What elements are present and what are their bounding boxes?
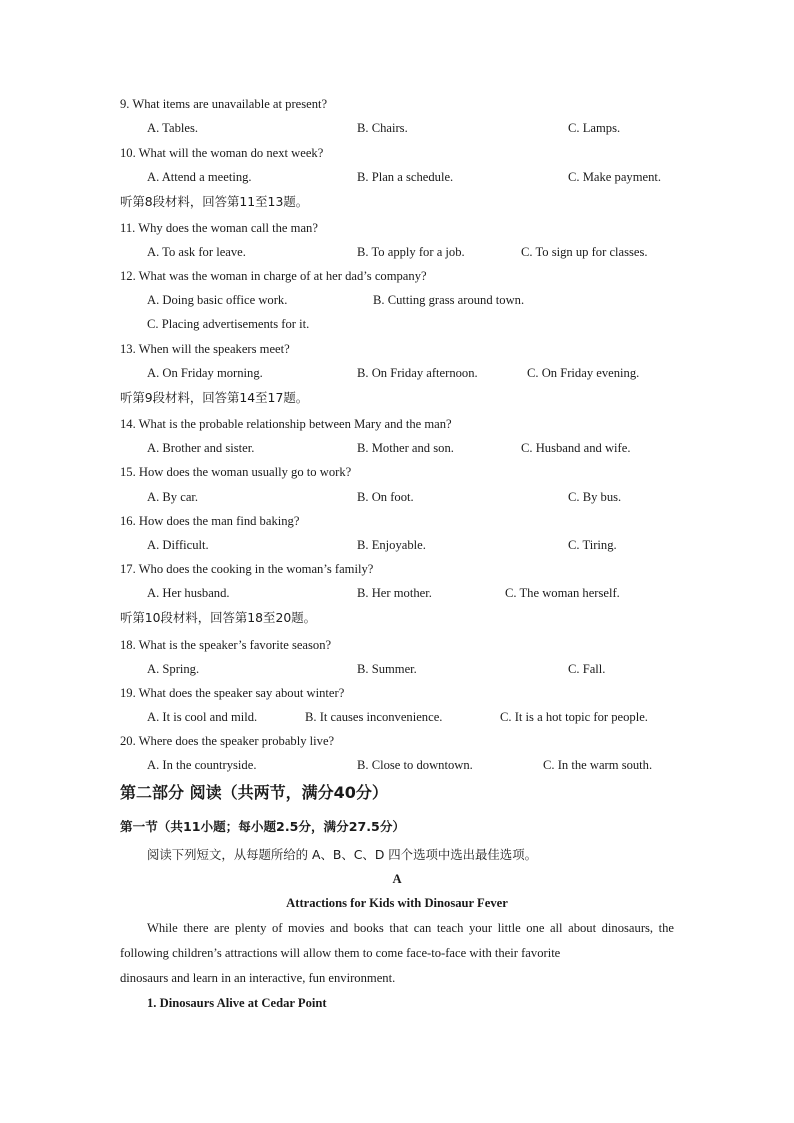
option-12b: B. Cutting grass around town. [373,293,525,307]
question-9: 9. What items are unavailable at present? [120,97,328,111]
instruction-note-9: 听第9段材料，回答第14至17题。 [120,390,309,405]
instruction-note-10: 听第10段材料，回答第18至20题。 [120,610,316,625]
passage-subheading: 1. Dinosaurs Alive at Cedar Point [147,996,327,1010]
option-14c: C. Husband and wife. [521,441,631,455]
question-10: 10. What will the woman do next week? [120,146,324,160]
question-13: 13. When will the speakers meet? [120,342,290,356]
option-10b: B. Plan a schedule. [357,170,454,184]
option-15a: A. By car. [147,490,199,504]
option-19b: B. It causes inconvenience. [305,710,443,724]
part-title: 第二部分 阅读（共两节，满分40分） [120,783,388,802]
question-20: 20. Where does the speaker probably live? [120,734,335,748]
question-16: 16. How does the man find baking? [120,514,300,528]
option-11c: C. To sign up for classes. [521,245,648,259]
option-20c: C. In the warm south. [543,758,653,772]
option-13a: A. On Friday morning. [147,366,263,380]
question-12: 12. What was the woman in charge of at her dad’s company? [120,269,427,283]
option-12c: C. Placing advertisements for it. [147,317,310,331]
option-18a: A. Spring. [147,662,200,676]
option-14a: A. Brother and sister. [147,441,255,455]
option-20a: A. In the countryside. [147,758,257,772]
option-17c: C. The woman herself. [505,586,620,600]
passage-paragraph: While there are plenty of movies and books that can teach your little one all about dinosaurs, the following children’s attractions will allow them to come face-to-face with their favorite [120,921,674,960]
option-18c: C. Fall. [568,662,606,676]
option-9b: B. Chairs. [357,121,408,135]
option-10a: A. Attend a meeting. [147,170,252,184]
option-9c: C. Lamps. [568,121,621,135]
option-17a: A. Her husband. [147,586,230,600]
question-11: 11. Why does the woman call the man? [120,221,318,235]
option-19a: A. It is cool and mild. [147,710,258,724]
question-18: 18. What is the speaker’s favorite season? [120,638,332,652]
question-14: 14. What is the probable relationship between Mary and the man? [120,417,452,431]
instruction-note-8: 听第8段材料，回答第11至13题。 [120,194,309,209]
option-11b: B. To apply for a job. [357,245,465,259]
option-13c: C. On Friday evening. [527,366,640,380]
option-12a: A. Doing basic office work. [147,293,288,307]
option-15b: B. On foot. [357,490,414,504]
option-13b: B. On Friday afternoon. [357,366,478,380]
option-19c: C. It is a hot topic for people. [500,710,648,724]
option-11a: A. To ask for leave. [147,245,246,259]
option-16a: A. Difficult. [147,538,209,552]
option-10c: C. Make payment. [568,170,662,184]
option-16c: C. Tiring. [568,538,617,552]
passage-paragraph-end: dinosaurs and learn in an interactive, fun environment. [120,971,396,985]
question-15: 15. How does the woman usually go to work? [120,465,352,479]
option-9a: A. Tables. [147,121,199,135]
passage-letter: A [392,872,402,886]
option-17b: B. Her mother. [357,586,432,600]
option-14b: B. Mother and son. [357,441,454,455]
section-title: 第一节（共11小题；每小题2.5分，满分27.5分） [120,819,406,834]
option-18b: B. Summer. [357,662,417,676]
option-15c: C. By bus. [568,490,622,504]
option-16b: B. Enjoyable. [357,538,426,552]
question-19: 19. What does the speaker say about winter? [120,686,345,700]
option-20b: B. Close to downtown. [357,758,473,772]
question-17: 17. Who does the cooking in the woman’s family? [120,562,374,576]
passage-title: Attractions for Kids with Dinosaur Fever [286,896,508,910]
reading-instruction: 阅读下列短文，从每题所给的 A、B、C、D 四个选项中选出最佳选项。 [147,847,537,862]
